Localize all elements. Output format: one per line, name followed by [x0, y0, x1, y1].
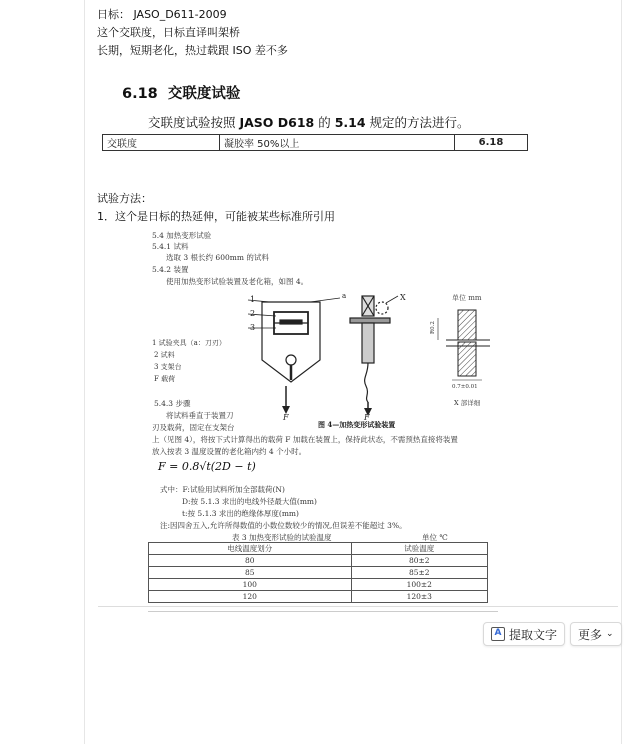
table-unit: 单位 ℃: [422, 533, 448, 542]
table-row: [149, 555, 488, 567]
para-standard: JASO D618: [239, 115, 315, 130]
figure-legend: 1 试验夹具（a：刀刃）: [152, 339, 226, 347]
scan-line: 式中：F:试验用试料所加全部载荷(N): [160, 485, 285, 494]
callout-1: 1: [250, 295, 256, 304]
table-title: 表 3 加热变形试验的试验温度: [232, 533, 332, 542]
table-header-row: [149, 543, 488, 555]
apparatus-detail-view: [438, 310, 490, 380]
test-apparatus-figure: [240, 290, 520, 420]
text-recognition-icon: A: [491, 627, 505, 641]
x-detail-label: X 部详细: [454, 399, 481, 407]
note-line-3: 长期，短期老化，热过载跟 ISO 差不多: [97, 44, 288, 57]
scan-line: t:按 5.1.3 求出的绝缘体厚度(mm): [182, 509, 299, 518]
load-label: F: [364, 413, 370, 420]
figure-legend: F 载荷: [154, 375, 176, 383]
para-clause: 5.14: [334, 115, 366, 130]
scan-line: 上（见图 4），将按下式计算得出的载荷 F 加载在装置上，保持此状态，不需预热直接将装置: [152, 435, 458, 444]
extract-text-button[interactable]: [483, 622, 565, 646]
table-cell: 凝胶率 50%以上: [220, 135, 455, 151]
scan-line: 5.4.1 试料: [152, 242, 189, 251]
dim-blade: 0.7±0.01: [452, 384, 478, 390]
page-divider: [98, 606, 618, 607]
para-text: 规定的方法进行。: [365, 115, 470, 130]
more-button[interactable]: [570, 622, 622, 646]
scan-line: 放入按表 3 温度设置的老化箱内约 4 个小时。: [152, 447, 307, 456]
table-cell: 80±2: [351, 555, 487, 567]
section-title: 交联度试验: [167, 86, 241, 102]
scan-line: 5.4.2 装置: [152, 265, 189, 274]
table-cell: 85: [149, 567, 352, 579]
table-cell: 100: [149, 579, 352, 591]
apparatus-side-view: [350, 296, 398, 410]
scan-line: D:按 5.1.3 求出的电线外径最大值(mm): [182, 497, 317, 506]
load-label: F: [283, 413, 289, 420]
table-cell: 100±2: [351, 579, 487, 591]
method-title: 试验方法：: [97, 192, 152, 205]
note-line-1: 日标： JASO_D611-2009: [97, 8, 227, 21]
section-paragraph: [148, 113, 470, 131]
callout-3: 3: [250, 323, 256, 332]
scan-line: 5.4.3 步骤: [154, 399, 191, 408]
figure-legend: 2 试料: [154, 351, 175, 359]
scan-line: 5.4 加热变形试验: [152, 231, 212, 240]
section-heading: [122, 82, 240, 103]
table-cell: 85±2: [351, 567, 487, 579]
cropped-text-fade: [148, 608, 498, 614]
table-row: [149, 591, 488, 603]
table-cell: 120±3: [351, 591, 487, 603]
scan-line: 使用加热变形试验装置及老化箱，如图 4。: [166, 277, 309, 286]
table-header: 试验温度: [351, 543, 487, 555]
figure-unit: 单位 mm: [452, 294, 482, 302]
table-cell: 120: [149, 591, 352, 603]
table-row: [149, 567, 488, 579]
test-temperature-table: [148, 542, 488, 603]
callout-x: X: [400, 293, 406, 302]
table-cell: 交联度: [103, 135, 220, 151]
dim-radius: R0.2: [430, 321, 436, 334]
extract-text-label: 提取文字: [509, 627, 558, 642]
section-number: 6.18: [122, 86, 158, 102]
more-label: 更多: [578, 627, 603, 642]
spec-table-excerpt: [102, 134, 528, 151]
para-text: 的: [314, 115, 335, 130]
load-formula: F = 0.8√t(2D − t): [158, 460, 256, 473]
table-row: [149, 579, 488, 591]
scan-line: 选取 3 根长约 600mm 的试料: [166, 253, 269, 262]
para-text: 交联度试验按照: [148, 115, 240, 130]
chevron-down-icon: ⌄: [606, 629, 614, 639]
table-cell: 6.18: [455, 135, 528, 151]
figure-legend: 3 支架台: [154, 363, 182, 371]
apparatus-front-view: [248, 298, 340, 382]
callout-a: a: [342, 292, 347, 300]
table-row: [103, 135, 528, 151]
scan-line: 将试料垂直于装置刀: [166, 411, 234, 420]
table-header: 电线温度划分: [149, 543, 352, 555]
scan-line: 刃及载荷，固定在支架台: [152, 423, 235, 432]
note-line-2: 这个交联度，日标直译叫架桥: [97, 26, 240, 39]
callout-2: 2: [250, 309, 256, 318]
figure-caption: 图 4—加热变形试验装置: [318, 420, 396, 429]
table-cell: 80: [149, 555, 352, 567]
method-item: 1．这个是日标的热延伸，可能被某些标准所引用: [97, 210, 335, 223]
scan-line: 注:因四舍五入,允许所得数值的小数位数较少的情况,但误差不能超过 3%。: [160, 521, 407, 530]
